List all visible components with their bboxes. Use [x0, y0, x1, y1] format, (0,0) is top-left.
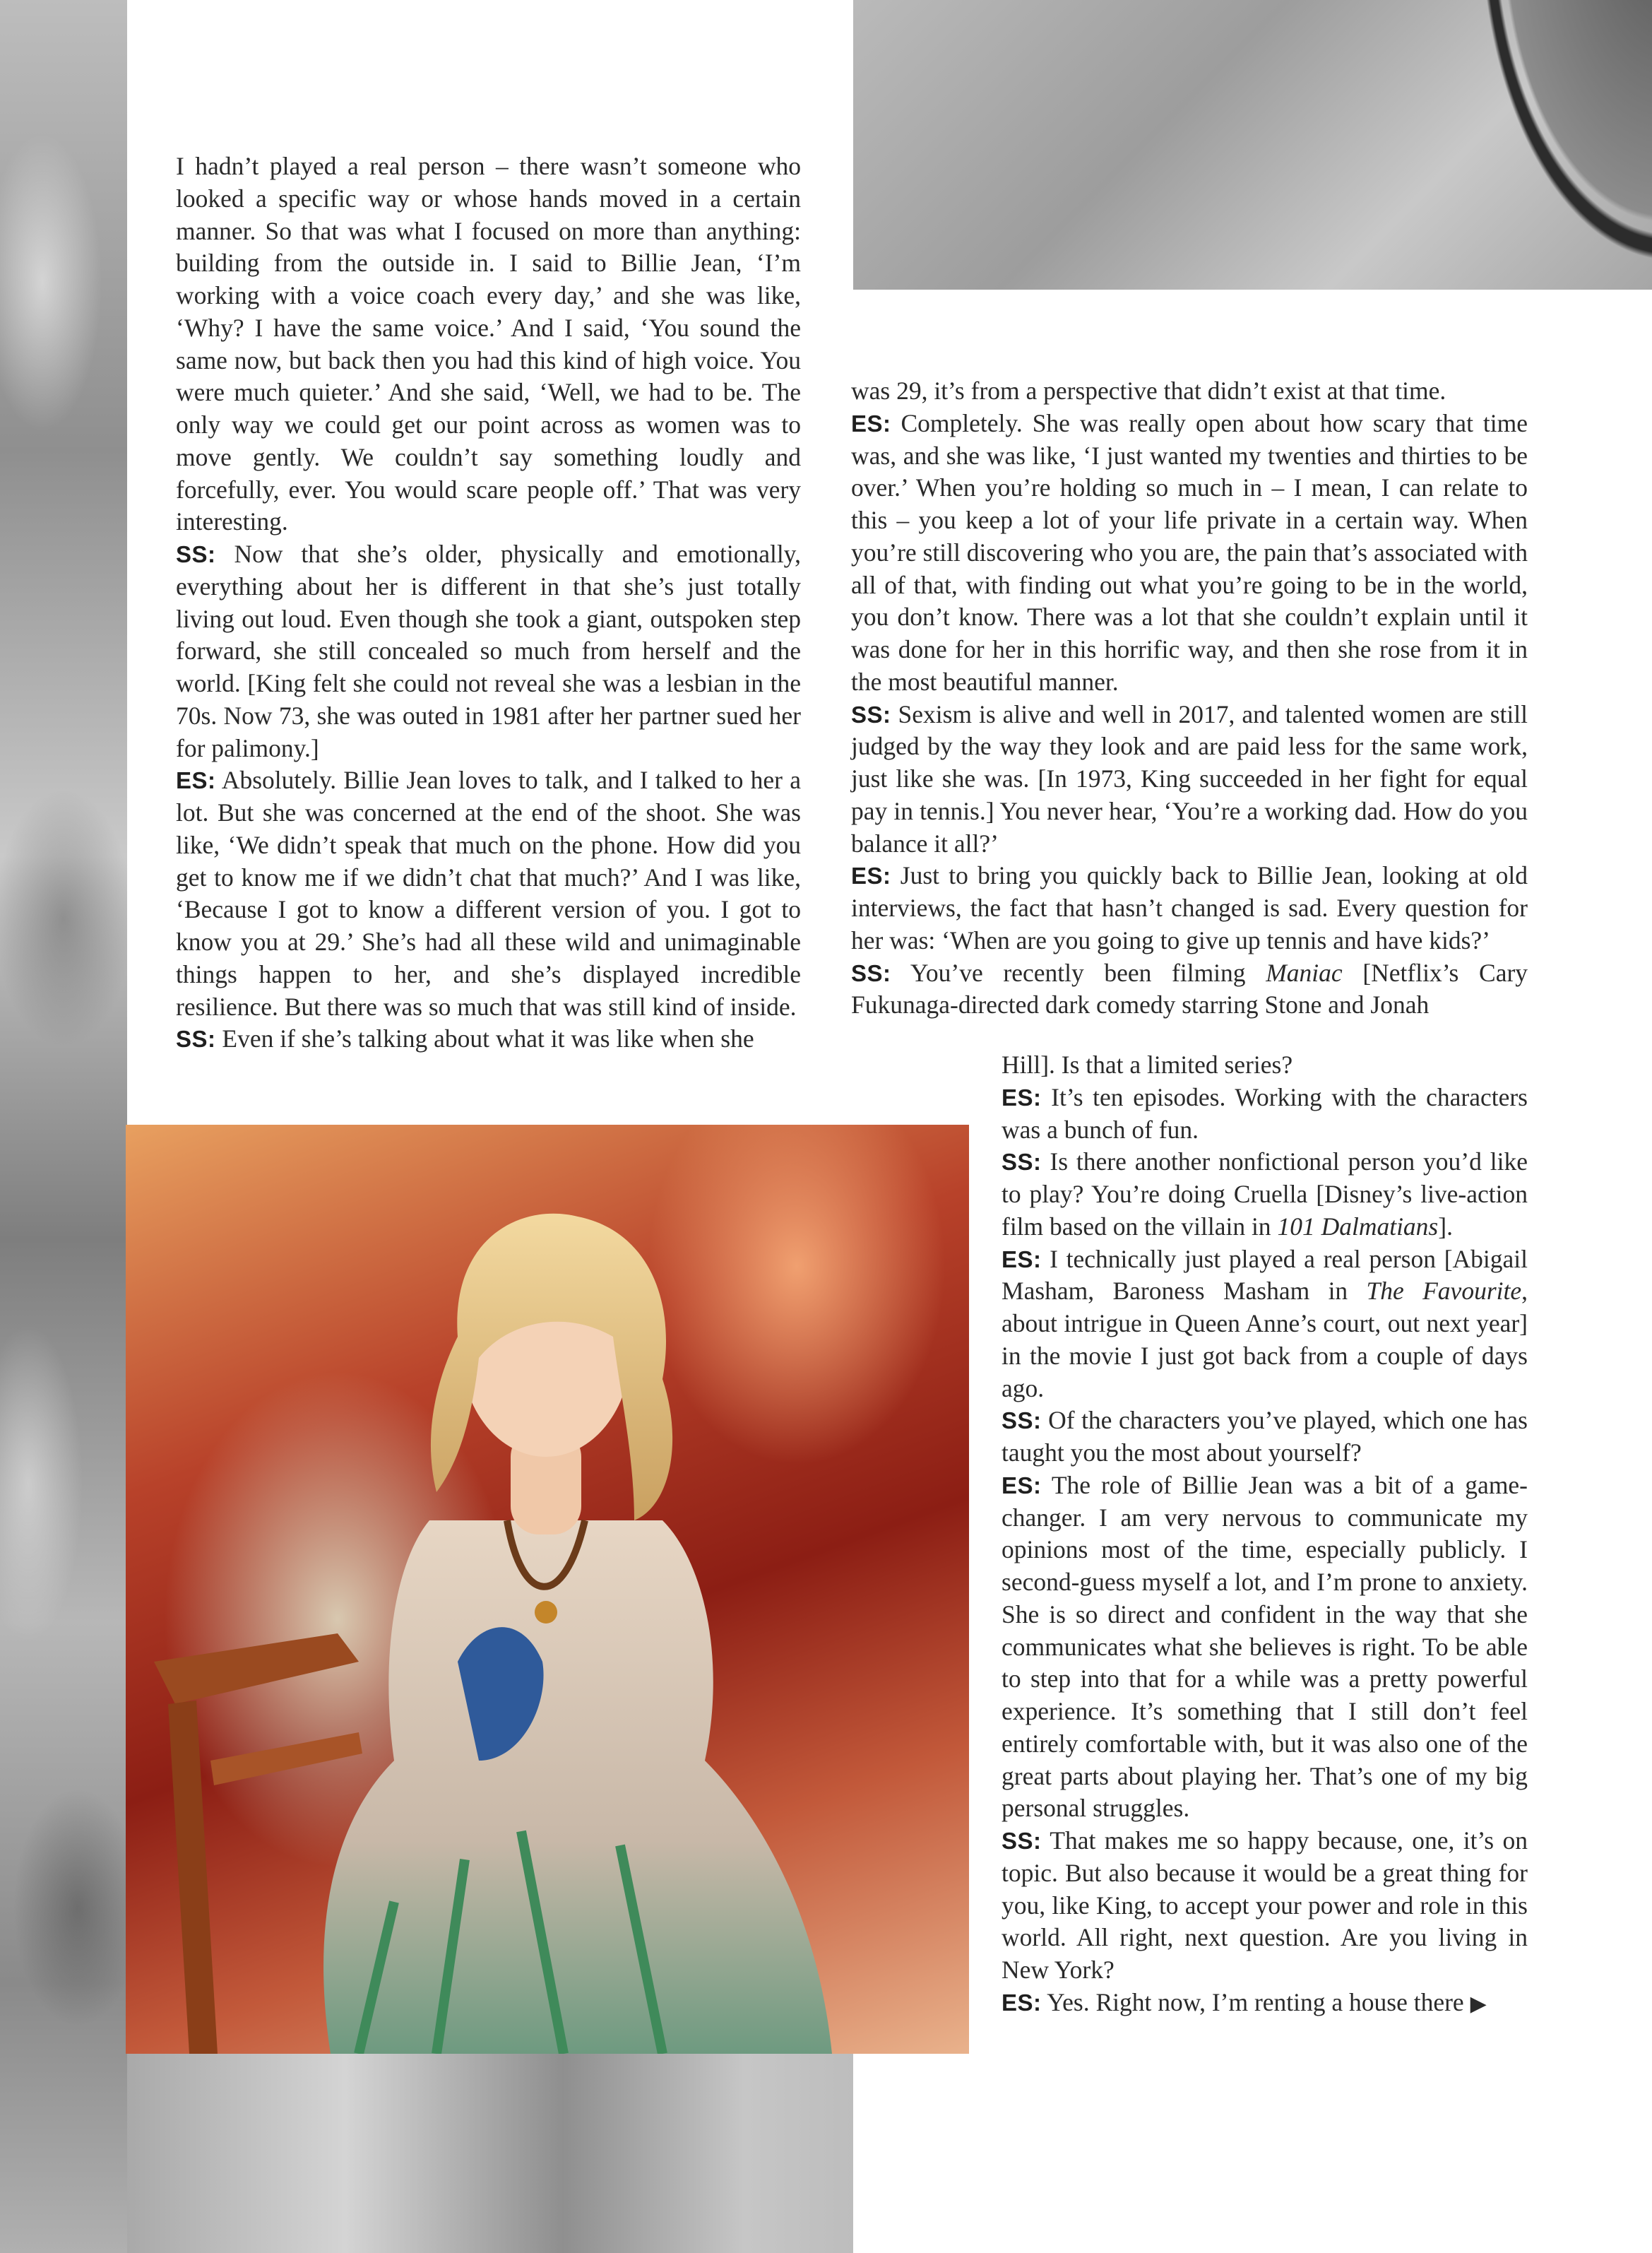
background-texture-top-right: [853, 0, 1652, 290]
paragraph: SS: Sexism is alive and well in 2017, and talented women are still judged by the way they look and are paid less for the same work, just like she was. [In 1973, King succeeded in her fight for equal pay in tennis.] You never hear, ‘You’re a working dad. How do you balance it all?’: [851, 699, 1528, 858]
background-texture-bottom: [127, 2049, 853, 2253]
speaker-label: SS:: [176, 1026, 216, 1053]
column-1: [176, 150, 801, 1055]
paragraph: Hill]. Is that a limited series?: [1002, 1051, 1293, 1079]
speaker-label: ES:: [176, 767, 216, 794]
speaker-label: ES:: [851, 410, 891, 437]
speaker-label: ES:: [1002, 1084, 1042, 1111]
paragraph: SS: You’ve recently been filming Maniac [Netflix’s Cary Fukunaga-directed dark comedy starring Stone and Jonah: [851, 958, 1528, 1019]
paragraph: was 29, it’s from a perspective that didn’t exist at that time.: [851, 377, 1446, 405]
title-the-favourite: The Favourite: [1366, 1277, 1522, 1306]
speaker-label: SS:: [1002, 1828, 1042, 1854]
paragraph: ES: I technically just played a real person [Abigail Masham, Baroness Masham in The Favourite, about intrigue in Queen Anne’s court, out next year] in the movie I just got back from a couple of days ago.: [1002, 1244, 1528, 1402]
speaker-label: ES:: [1002, 1472, 1042, 1498]
continue-arrow-icon: ▶: [1470, 1991, 1487, 2016]
speaker-label: ES:: [851, 863, 891, 889]
speaker-label: SS:: [1002, 1149, 1042, 1176]
paragraph: ES: The role of Billie Jean was a bit of a game-changer. I am very nervous to communicate my opinions most of the time, especially publicly. I second-guess myself a lot, and I’m prone to anxiety. She is so direct and confident in the way that she communicates what she believes is right. To be able to step into that for a while was a pretty powerful experience. It’s something that I still don’t feel entirely comfortable with, but it was also one of the great parts about playing her. That’s one of my big personal struggles.: [1002, 1470, 1528, 1823]
paragraph: SS: Even if she’s talking about what it was like when she: [176, 1024, 754, 1053]
column-3: [1002, 1049, 1528, 2021]
background-texture-left: [0, 0, 127, 2253]
speaker-label: SS:: [176, 541, 216, 567]
paragraph: SS: That makes me so happy because, one, it’s on topic. But also because it would be a great thing for you, like King, to accept your power and role in this world. All right, next question. Are you living in New York?: [1002, 1826, 1528, 1984]
speaker-label: SS:: [851, 959, 891, 986]
column-2: [851, 375, 1528, 1022]
speaker-label: ES:: [1002, 1246, 1042, 1272]
paragraph: ES: Just to bring you quickly back to Billie Jean, looking at old interviews, the fact that hasn’t changed is sad. Every question for her was: ‘When are you going to give up tennis and have kids?’: [851, 861, 1528, 954]
speaker-label: SS:: [1002, 1407, 1042, 1434]
paragraph: I hadn’t played a real person – there wasn’t someone who looked a specific way or whose hands moved in a certain manner. So that was what I focused on more than anything: building from the outside in. I said to Billie Jean, ‘I’m working with a voice coach every day,’ and she was like, ‘Why? I have the same voice.’ And I said, ‘You sound the same now, but back then you had this kind of high voice. You were much quieter.’ And she said, ‘Well, we had to be. The only way we could get our point across as women was to move gently. We couldn’t say something loudly and forcefully, ever. You would scare people off.’ That was very interesting.: [176, 152, 801, 536]
paragraph: ES: Yes. Right now, I’m renting a house there ▶: [1002, 1987, 1487, 2016]
paragraph: ES: Completely. She was really open about how scary that time was, and she was like, ‘I just wanted my twenties and thirties to be over.’ When you’re holding so much in – I mean, I can relate to this – you keep a lot of your life private in a certain way. When you’re still discovering who you are, the pain that’s associated with all of that, with finding out what you’re going to be in the world, you don’t know. There was a lot that she couldn’t explain until it was done for her in this horrific way, and then she rose from it in the most beautiful manner.: [851, 408, 1528, 696]
paragraph: SS: Now that she’s older, physically and emotionally, everything about her is different in that she’s just totally living out loud. Even though she took a giant, outspoken step forward, she still concealed so much from herself and the world. [King felt she could not reveal she was a lesbian in the 70s. Now 73, she was outed in 1981 after her partner sued her for palimony.]: [176, 540, 801, 762]
portrait-photo: [126, 1125, 969, 2054]
paragraph: SS: Of the characters you’ve played, which one has taught you the most about yourself?: [1002, 1406, 1528, 1467]
title-101-dalmatians: 101 Dalmatians: [1277, 1212, 1439, 1241]
speaker-label: ES:: [1002, 1989, 1042, 2016]
title-maniac: Maniac: [1266, 958, 1343, 987]
paragraph: ES: It’s ten episodes. Working with the characters was a bunch of fun.: [1002, 1082, 1528, 1144]
paragraph: ES: Absolutely. Billie Jean loves to talk, and I talked to her a lot. But she was concerned at the end of the shoot. She was like, ‘We didn’t speak that much on the phone. How did you get to know me if we didn’t chat that much?’ And I was like, ‘Because I got to know a different version of you. I got to know you at 29.’ She’s had all these wild and unimaginable things happen to her, and she’s displayed incredible resilience. But there was so much that was still kind of inside.: [176, 766, 801, 1021]
paragraph: SS: Is there another nonfictional person you’d like to play? You’re doing Cruella [Disney’s live-action film based on the villain in 101 Dalmatians].: [1002, 1147, 1528, 1241]
portrait-illustration: [126, 1125, 969, 2054]
speaker-label: SS:: [851, 701, 891, 728]
